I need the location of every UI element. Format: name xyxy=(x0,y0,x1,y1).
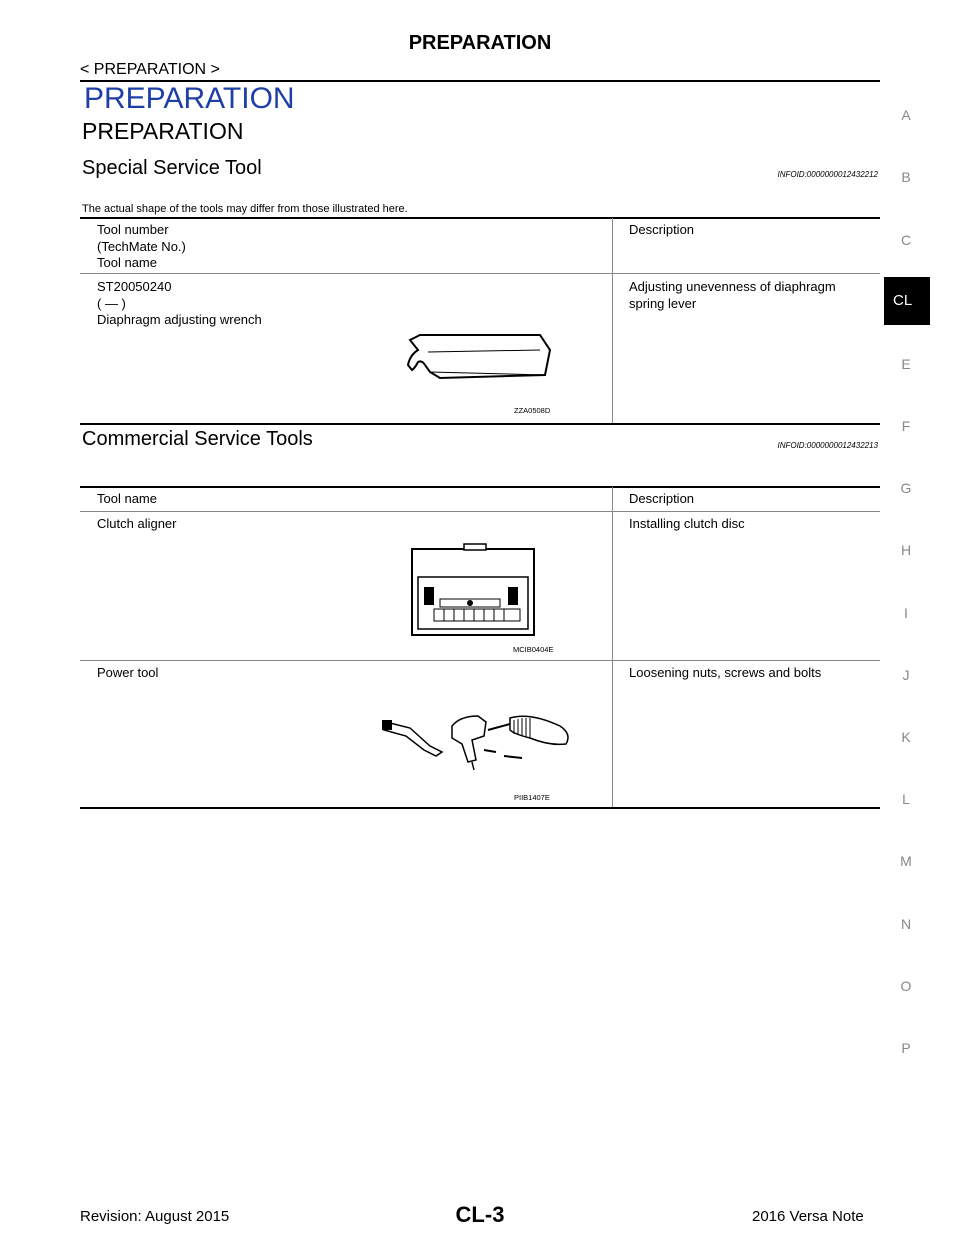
header-tool-name: Tool name xyxy=(97,255,157,270)
description-line-2: spring lever xyxy=(629,295,697,311)
side-index-a[interactable]: A xyxy=(901,107,911,123)
section-title: PREPARATION xyxy=(84,82,295,115)
diaphragm-wrench-illustration xyxy=(400,330,560,390)
breadcrumb[interactable]: < PREPARATION > xyxy=(80,61,220,78)
clutch-aligner-illustration xyxy=(410,543,540,638)
side-index-n[interactable]: N xyxy=(900,916,912,932)
tool-name-clutch-aligner: Clutch aligner xyxy=(97,516,177,531)
table-bottom-rule xyxy=(80,807,880,809)
special-tool-heading: Special Service Tool xyxy=(82,157,262,179)
side-index-j[interactable]: J xyxy=(902,667,910,683)
table-bottom-rule xyxy=(80,423,880,425)
description-line-1: Adjusting unevenness of diaphragm xyxy=(629,279,836,294)
side-index-g[interactable]: G xyxy=(900,480,912,496)
side-index-e[interactable]: E xyxy=(901,356,911,372)
subsection-title: PREPARATION xyxy=(82,118,244,144)
table-row-rule xyxy=(80,660,880,661)
special-tool-row-left xyxy=(97,279,262,329)
side-index-cl-active[interactable] xyxy=(884,277,930,325)
side-index-l[interactable]: L xyxy=(902,791,910,807)
page-header-title: PREPARATION xyxy=(408,32,552,54)
side-index-p[interactable]: P xyxy=(901,1040,911,1056)
tool-name-power-tool: Power tool xyxy=(97,665,159,680)
side-index-b[interactable]: B xyxy=(901,169,911,185)
figure-label: MCIB0404E xyxy=(513,645,554,654)
table-rule xyxy=(80,486,880,488)
special-tool-note: The actual shape of the tools may differ from those illustrated here. xyxy=(82,203,408,215)
side-index-f[interactable]: F xyxy=(901,418,911,434)
table-row-rule xyxy=(80,511,880,512)
table-row-rule xyxy=(80,273,880,274)
side-index-cl-label: CL xyxy=(893,292,913,309)
special-tool-header-left xyxy=(97,222,186,272)
commercial-tools-infoid: INFOID:0000000012432213 xyxy=(777,441,878,450)
power-tool-illustration xyxy=(380,708,580,778)
description-clutch-aligner: Installing clutch disc xyxy=(629,516,745,531)
side-index-c[interactable]: C xyxy=(900,232,912,248)
table-divider xyxy=(612,487,613,808)
commercial-header-left: Tool name xyxy=(97,491,157,506)
description-power-tool: Loosening nuts, screws and bolts xyxy=(629,665,822,680)
side-index-m[interactable]: M xyxy=(900,853,912,869)
side-index-k[interactable]: K xyxy=(901,729,911,745)
figure-label: PIIB1407E xyxy=(514,793,550,802)
side-index-h[interactable]: H xyxy=(900,542,912,558)
header-tool-number: Tool number xyxy=(97,222,169,237)
footer-model: 2016 Versa Note xyxy=(752,1208,864,1225)
techmate-no: ( — ) xyxy=(97,295,126,311)
special-tool-infoid: INFOID:0000000012432212 xyxy=(777,170,878,179)
tool-name: Diaphragm adjusting wrench xyxy=(97,312,262,327)
commercial-tools-heading: Commercial Service Tools xyxy=(82,428,313,450)
header-techmate-no: (TechMate No.) xyxy=(97,238,186,254)
table-divider xyxy=(612,218,613,423)
figure-label: ZZA0508D xyxy=(514,406,551,415)
table-rule xyxy=(80,217,880,219)
special-tool-row-description xyxy=(629,279,836,312)
side-index-o[interactable]: O xyxy=(900,978,912,994)
commercial-header-right: Description xyxy=(629,491,695,506)
special-tool-header-right: Description xyxy=(629,222,695,237)
tool-number: ST20050240 xyxy=(97,279,172,294)
side-index-i[interactable]: I xyxy=(904,605,908,621)
footer-revision: Revision: August 2015 xyxy=(80,1208,230,1225)
footer-page-number: CL-3 xyxy=(455,1202,505,1227)
